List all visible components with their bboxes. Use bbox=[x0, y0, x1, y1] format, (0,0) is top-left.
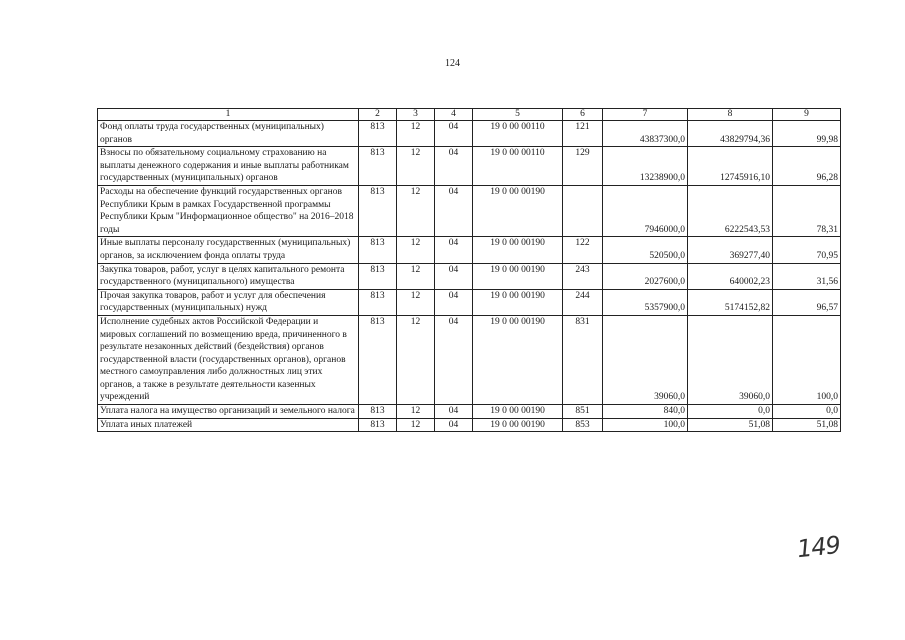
row-name-cell: Исполнение судебных актов Российской Федерации и мировых соглашений по возмещению вреда, причиненного в результате незаконных действий (бездействия) органов государственной власти (государственных органов), органов местного самоуправления либо должностных лиц этих органов, а также в результате деятельности казенных учреждений bbox=[98, 315, 359, 404]
header-cell: 2 bbox=[359, 109, 397, 121]
target-article-cell: 19 0 00 00190 bbox=[473, 185, 563, 236]
section-code-cell: 12 bbox=[397, 289, 435, 315]
grbs-code-cell: 813 bbox=[359, 237, 397, 263]
subsection-code-cell: 04 bbox=[435, 289, 473, 315]
actual-value-cell: 5174152,82 bbox=[688, 289, 773, 315]
subsection-code-cell: 04 bbox=[435, 237, 473, 263]
table-row bbox=[98, 263, 841, 289]
row-name-cell: Иные выплаты персоналу государственных (муниципальных) органов, за исключением фонда оплаты труда bbox=[98, 237, 359, 263]
section-code-cell: 12 bbox=[397, 185, 435, 236]
target-article-cell: 19 0 00 00190 bbox=[473, 405, 563, 419]
actual-value-cell: 12745916,10 bbox=[688, 147, 773, 186]
section-code-cell: 12 bbox=[397, 405, 435, 419]
row-name-cell: Расходы на обеспечение функций государственных органов Республики Крым в рамках Государственной программы Республики Крым "Информационное общество" на 2016–2018 годы bbox=[98, 185, 359, 236]
expense-type-cell: 129 bbox=[563, 147, 603, 186]
grbs-code-cell: 813 bbox=[359, 121, 397, 147]
plan-value-cell: 520500,0 bbox=[603, 237, 688, 263]
target-article-cell: 19 0 00 00110 bbox=[473, 147, 563, 186]
header-cell: 8 bbox=[688, 109, 773, 121]
percent-cell: 31,56 bbox=[773, 263, 841, 289]
grbs-code-cell: 813 bbox=[359, 263, 397, 289]
subsection-code-cell: 04 bbox=[435, 121, 473, 147]
actual-value-cell: 43829794,36 bbox=[688, 121, 773, 147]
plan-value-cell: 840,0 bbox=[603, 405, 688, 419]
actual-value-cell: 39060,0 bbox=[688, 315, 773, 404]
actual-value-cell: 369277,40 bbox=[688, 237, 773, 263]
plan-value-cell: 43837300,0 bbox=[603, 121, 688, 147]
plan-value-cell: 100,0 bbox=[603, 418, 688, 432]
expense-type-cell: 122 bbox=[563, 237, 603, 263]
target-article-cell: 19 0 00 00190 bbox=[473, 418, 563, 432]
header-cell: 7 bbox=[603, 109, 688, 121]
table-row bbox=[98, 315, 841, 404]
expense-type-cell: 244 bbox=[563, 289, 603, 315]
percent-cell: 96,57 bbox=[773, 289, 841, 315]
grbs-code-cell: 813 bbox=[359, 185, 397, 236]
plan-value-cell: 13238900,0 bbox=[603, 147, 688, 186]
actual-value-cell: 51,08 bbox=[688, 418, 773, 432]
header-cell: 3 bbox=[397, 109, 435, 121]
actual-value-cell: 0,0 bbox=[688, 405, 773, 419]
percent-cell: 78,31 bbox=[773, 185, 841, 236]
target-article-cell: 19 0 00 00110 bbox=[473, 121, 563, 147]
expense-type-cell: 243 bbox=[563, 263, 603, 289]
table-row bbox=[98, 289, 841, 315]
section-code-cell: 12 bbox=[397, 315, 435, 404]
subsection-code-cell: 04 bbox=[435, 263, 473, 289]
header-cell: 1 bbox=[98, 109, 359, 121]
grbs-code-cell: 813 bbox=[359, 147, 397, 186]
percent-cell: 96,28 bbox=[773, 147, 841, 186]
section-code-cell: 12 bbox=[397, 263, 435, 289]
table-row bbox=[98, 185, 841, 236]
plan-value-cell: 5357900,0 bbox=[603, 289, 688, 315]
target-article-cell: 19 0 00 00190 bbox=[473, 237, 563, 263]
percent-cell: 51,08 bbox=[773, 418, 841, 432]
section-code-cell: 12 bbox=[397, 147, 435, 186]
subsection-code-cell: 04 bbox=[435, 405, 473, 419]
section-code-cell: 12 bbox=[397, 121, 435, 147]
plan-value-cell: 2027600,0 bbox=[603, 263, 688, 289]
header-cell: 4 bbox=[435, 109, 473, 121]
expense-type-cell: 121 bbox=[563, 121, 603, 147]
row-name-cell: Закупка товаров, работ, услуг в целях капитального ремонта государственного (муниципального) имущества bbox=[98, 263, 359, 289]
target-article-cell: 19 0 00 00190 bbox=[473, 315, 563, 404]
header-cell: 6 bbox=[563, 109, 603, 121]
plan-value-cell: 7946000,0 bbox=[603, 185, 688, 236]
percent-cell: 0,0 bbox=[773, 405, 841, 419]
section-code-cell: 12 bbox=[397, 418, 435, 432]
row-name-cell: Прочая закупка товаров, работ и услуг для обеспечения государственных (муниципальных) нужд bbox=[98, 289, 359, 315]
page-number: 124 bbox=[445, 58, 460, 69]
actual-value-cell: 640002,23 bbox=[688, 263, 773, 289]
budget-table bbox=[97, 108, 841, 432]
table-header-row bbox=[98, 109, 841, 121]
expense-type-cell: 851 bbox=[563, 405, 603, 419]
table-row bbox=[98, 405, 841, 419]
expense-type-cell: 853 bbox=[563, 418, 603, 432]
subsection-code-cell: 04 bbox=[435, 315, 473, 404]
table-row bbox=[98, 237, 841, 263]
actual-value-cell: 6222543,53 bbox=[688, 185, 773, 236]
percent-cell: 70,95 bbox=[773, 237, 841, 263]
subsection-code-cell: 04 bbox=[435, 418, 473, 432]
table-row bbox=[98, 121, 841, 147]
row-name-cell: Взносы по обязательному социальному страхованию на выплаты денежного содержания и иные выплаты работникам государственных (муниципальных) органов bbox=[98, 147, 359, 186]
target-article-cell: 19 0 00 00190 bbox=[473, 289, 563, 315]
row-name-cell: Уплата налога на имущество организаций и земельного налога bbox=[98, 405, 359, 419]
header-cell: 5 bbox=[473, 109, 563, 121]
percent-cell: 100,0 bbox=[773, 315, 841, 404]
row-name-cell: Уплата иных платежей bbox=[98, 418, 359, 432]
plan-value-cell: 39060,0 bbox=[603, 315, 688, 404]
grbs-code-cell: 813 bbox=[359, 315, 397, 404]
subsection-code-cell: 04 bbox=[435, 147, 473, 186]
table-row bbox=[98, 418, 841, 432]
grbs-code-cell: 813 bbox=[359, 405, 397, 419]
handwritten-page-number: 149 bbox=[795, 530, 842, 564]
table-row bbox=[98, 147, 841, 186]
subsection-code-cell: 04 bbox=[435, 185, 473, 236]
target-article-cell: 19 0 00 00190 bbox=[473, 263, 563, 289]
expense-type-cell bbox=[563, 185, 603, 236]
percent-cell: 99,98 bbox=[773, 121, 841, 147]
section-code-cell: 12 bbox=[397, 237, 435, 263]
grbs-code-cell: 813 bbox=[359, 289, 397, 315]
expense-type-cell: 831 bbox=[563, 315, 603, 404]
grbs-code-cell: 813 bbox=[359, 418, 397, 432]
row-name-cell: Фонд оплаты труда государственных (муниципальных) органов bbox=[98, 121, 359, 147]
header-cell: 9 bbox=[773, 109, 841, 121]
